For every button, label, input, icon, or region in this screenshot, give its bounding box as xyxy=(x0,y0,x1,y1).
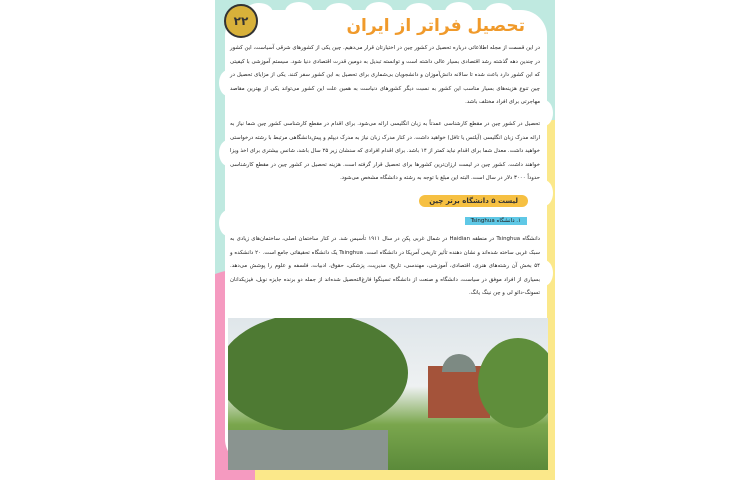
intro-paragraph: در این قسمت از مجله اطلاعاتی درباره تحصیل در کشور چین در اختیارتان قرار می‌دهیم. چین یکی از کشورهای شرقی آسیاست، این کشور در چندین دهه گذشته رشد اقتصادی بسیار عالی داشته است و توانسته تبدیل به دومین قدرت اقتصادی دنیا شود. سیستم آموزشی با کیفیتی که این کشور دارد باعث شده تا سالانه دانش‌آموزان و دانشجویان بی‌شماری برای تحصیل به این کشور سفر کنند. یکی از مزایای تحصیل در چین تنوع هزینه‌های بسیار مناسب این کشور به نسبت دیگر کشورهای دنیاست به همین علت این کشور می‌تواند یکی از بهترین مقاصد مهاجرتی برای افراد مختلف باشد. xyxy=(230,45,540,106)
page-title: تحصیل فراتر از ایران xyxy=(346,16,525,36)
section-heading: لیست ۵ دانشگاه برتر چین xyxy=(419,195,528,207)
magazine-page xyxy=(215,0,555,480)
building-dome xyxy=(442,354,476,372)
campus-photo xyxy=(228,318,548,470)
page-number-badge: ۲۲ xyxy=(224,4,258,38)
subsection-label: ۱. دانشگاه Tsinghua xyxy=(465,217,527,225)
tsinghua-paragraph: دانشگاه Tsinghua در منطقه Haidian در شمال غربی پکن در سال ۱۹۱۱ تأسیس شد. در کنار ساختمان اصلی، ساختمان‌های زیادی به سبک غربی ساخته شده‌اند و نشان دهنده تأثیر تاریخی آمریکا در دانشگاه است. Tsinghua یک دانشگاه تحقیقاتی جامع است. ۲۰ دانشکده و ۵۴ بخش آن رشته‌های هنری، اقتصادی، آموزشی، مهندسی، تاریخ، مدیریت، پزشکی، حقوق، ادبیات، فلسفه و علوم را پوشش می‌دهد. بسیاری از افراد موفق در سیاست، دانشگاه و صنعت از دانشگاه تسینگوا فارغ‌التحصیل شده‌اند از جمله دو برنده جایزه نوبل، فیزیکدانان تسونگ-دائو لی و چن نینگ یانگ. xyxy=(230,236,541,297)
tree-foliage xyxy=(228,318,408,433)
study-paragraph: تحصیل در کشور چین در مقطع کارشناسی عمدتاً به زبان انگلیسی ارائه می‌شود. برای اقدام در مقطع کارشناسی کشور چین شما نیاز به ارائه مدرک زبان انگلیسی (آیلتس یا تافل) خواهید داشت. در کنار مدرک زبان نیاز به مدرک دیپلم و پیش‌دانشگاهی مرتبط با رشته درخواستی خواهید داشت. معدل شما برای اقدام نباید کمتر از ۱۴ باشد. برای اقدام افرادی که سنشان زیر ۲۵ سال باشد، شانس بیشتری برای اخذ ویزا خواهند داشت. کشور چین در لیست ارزان‌ترین کشورها برای تحصیل قرار گرفته است. هزینه تحصیل در کشور چین در مقطع کارشناسی حدوداً ۳۰۰۰ دلار در سال است. البته این مبلغ با توجه به رشته و دانشگاه مشخص می‌شود. xyxy=(230,121,540,182)
walkway xyxy=(228,430,388,470)
tree-right xyxy=(478,338,548,428)
